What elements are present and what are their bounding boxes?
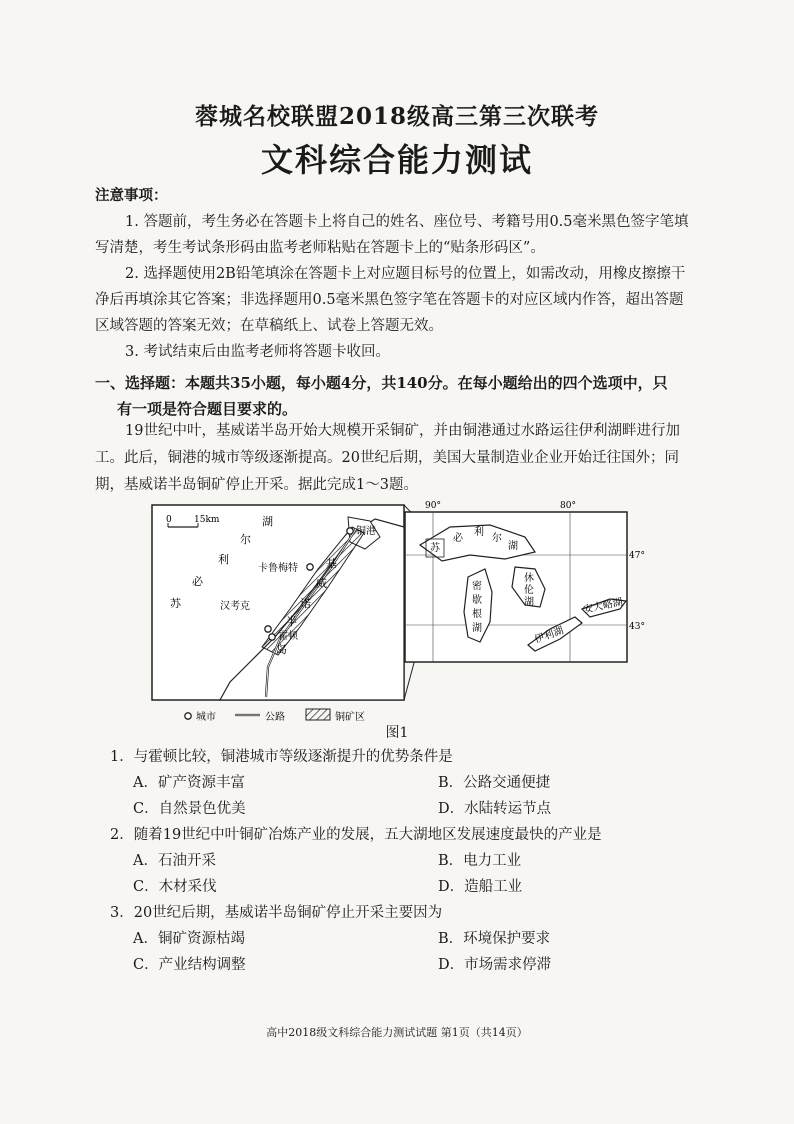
michigan-char-1: 密 (472, 581, 482, 592)
peninsula-char-2: 威 (316, 577, 327, 590)
section-line-2: 有一项是符合题目要求的。 (117, 400, 298, 418)
figure-map (150, 497, 645, 727)
lat-label-43: 43° (629, 622, 645, 632)
question-1: 1．与霍顿比较，铜港城市等级逐渐提升的优势条件是 (110, 749, 453, 765)
city-hancock (265, 626, 271, 632)
question-stem: 19世纪中叶，基威诺半岛开始大规模开采铜矿，并由铜港通过水路运往伊利湖畔进行加工。此后，铜港的城市等级逐渐提高。20世纪后期，美国大量制造业企业开始迁往国外；同期，基威诺半岛铜矿停止开采。据此完成1～3题。 (95, 423, 680, 493)
notice-item-1: 1. 答题前，考生务必在答题卡上将自己的姓名、座位号、考籍号用0.5毫米黑色签字笔填写清楚，考生考试条形码由监考老师粘贴在答题卡上的“贴条形码区”。 (95, 214, 689, 256)
q1-option-a: A．矿产资源丰富 (133, 775, 245, 791)
q3-option-c: C．产业结构调整 (133, 957, 246, 973)
q1-option-c: C．自然景色优美 (133, 801, 246, 817)
michigan-char-4: 湖 (472, 623, 482, 634)
left-lake-char-3: 利 (218, 553, 229, 566)
lon-label-90: 90° (425, 501, 441, 511)
exam-title: 蓉城名校联盟2018级高三第三次联考 (194, 103, 599, 130)
q3-option-d: D．市场需求停滞 (438, 957, 552, 973)
city-label-houghton: 霍顿 (278, 631, 298, 642)
city-calumet (307, 564, 313, 570)
peninsula-char-3: 诺 (300, 597, 311, 610)
superior-char-4: 尔 (492, 533, 502, 544)
section-line-1: 一、选择题：本题共35小题，每小题4分，共140分。在每小题给出的四个选项中，只 (95, 374, 668, 392)
peninsula-char-4: 半 (286, 615, 297, 628)
notice-heading: 注意事项： (95, 187, 168, 204)
ontario-label: 安大略湖 (582, 596, 624, 616)
superior-char-3: 利 (474, 527, 484, 538)
lon-label-80: 80° (560, 501, 576, 511)
city-label-hancock: 汉考克 (220, 601, 250, 612)
question-2: 2．随着19世纪中叶铜矿冶炼产业的发展，五大湖地区发展速度最快的产业是 (110, 827, 602, 843)
legend-mine-symbol (306, 709, 330, 720)
page-footer: 高中2018级文科综合能力测试试题 第1页（共14页） (266, 1026, 528, 1039)
superior-char-1: 苏 (430, 543, 440, 554)
superior-char-5: 湖 (508, 541, 518, 552)
question-3: 3．20世纪后期，基威诺半岛铜矿停止开采主要因为 (110, 905, 443, 921)
peninsula-char-5: 岛 (276, 643, 287, 656)
lat-label-47: 47° (629, 551, 645, 561)
figure-caption: 图1 (385, 725, 409, 741)
huron-char-3: 湖 (524, 597, 534, 608)
q2-option-d: D．造船工业 (438, 879, 523, 895)
q2-option-b: B．电力工业 (438, 853, 522, 869)
city-label-tonggang: 铜港 (356, 526, 376, 537)
superior-char-2: 必 (453, 533, 463, 544)
exam-subtitle: 文科综合能力测试 (260, 141, 533, 179)
michigan-char-2: 歇 (472, 595, 482, 606)
legend-mine-label: 铜矿区 (335, 712, 365, 723)
scale-zero: 0 (166, 515, 172, 525)
q3-option-b: B．环境保护要求 (438, 931, 551, 947)
huron-char-1: 休 (524, 573, 534, 584)
legend-city-label: 城市 (196, 712, 216, 723)
q2-option-a: A．石油开采 (133, 853, 216, 869)
city-houghton (269, 634, 275, 640)
left-lake-char-1: 苏 (170, 597, 181, 610)
erie-label: 伊利湖 (533, 625, 566, 646)
q2-option-c: C．木材采伐 (133, 879, 217, 895)
legend-city-symbol (185, 713, 191, 719)
peninsula-char-1: 基 (326, 557, 337, 570)
left-lake-char-4: 尔 (240, 533, 251, 546)
scale-label: 15km (194, 515, 220, 525)
q1-option-b: B．公路交通便捷 (438, 775, 551, 791)
section-heading (95, 370, 695, 422)
q3-option-a: A．铜矿资源枯竭 (133, 931, 245, 947)
left-lake-char-2: 必 (192, 575, 203, 588)
michigan-char-3: 根 (472, 609, 482, 620)
left-lake-char-5: 湖 (262, 515, 273, 528)
legend-road-label: 公路 (265, 712, 285, 723)
notice-item-3: 3. 考试结束后由监考老师将答题卡收回。 (125, 344, 390, 360)
q1-option-d: D．水陆转运节点 (438, 801, 552, 817)
huron-char-2: 伦 (524, 585, 534, 596)
city-tonggang (347, 528, 353, 534)
notice-item-2: 2. 选择题使用2B铅笔填涂在答题卡上对应题目标号的位置上，如需改动，用橡皮擦擦干净后再填涂其它答案；非选择题用0.5毫米黑色签字笔在答题卡的对应区域内作答，超出答题区域答题的答案无效；在草稿纸上、试卷上答题无效。 (95, 266, 686, 334)
city-label-calumet: 卡鲁梅特 (258, 563, 298, 574)
